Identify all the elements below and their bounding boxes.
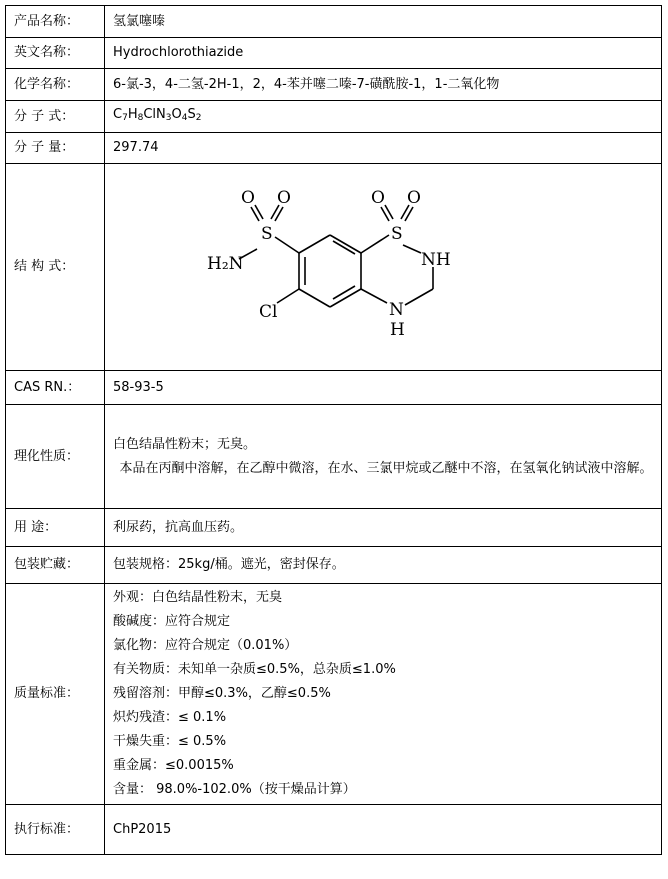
quality-line: 残留溶剂：甲醇≤0.3%，乙醇≤0.5% <box>113 686 331 701</box>
properties-label: 理化性质： <box>6 405 105 509</box>
chemical-name-value: 6-氯-3，4-二氢-2H-1，2，4-苯并噻二嗪-7-磺酰胺-1，1-二氧化物 <box>105 69 662 101</box>
row-packaging <box>6 547 662 584</box>
quality-line: 炽灼残渣：≤ 0.1% <box>113 710 227 725</box>
row-usage <box>6 509 662 547</box>
properties-line-1: 白色结晶性粉末；无臭。 <box>113 436 257 452</box>
quality-line: 重金属：≤0.0015% <box>113 758 234 773</box>
atom-o-3: O <box>371 188 385 208</box>
standard-value: ChP2015 <box>105 805 662 855</box>
atom-o-2: O <box>277 188 291 208</box>
formula-label: 分 子 式： <box>6 101 105 133</box>
quality-line: 酸碱度：应符合规定 <box>113 614 231 629</box>
row-quality <box>6 584 662 805</box>
properties-line-2: 本品在丙酮中溶解，在乙醇中微溶，在水、三氯甲烷或乙醚中不溶，在氢氧化钠试液中溶解。 <box>119 460 653 476</box>
atom-s-right: S <box>391 224 403 244</box>
quality-line: 氯化物：应符合规定（0.01%） <box>113 638 298 653</box>
mol-weight-label: 分 子 量： <box>6 133 105 164</box>
quality-line: 干燥失重：≤ 0.5% <box>113 734 227 749</box>
packaging-value: 包装规格：25kg/桶。遮光，密封保存。 <box>105 547 662 584</box>
usage-label: 用 途： <box>6 509 105 547</box>
quality-label: 质量标准： <box>6 584 105 805</box>
structure-label: 结 构 式： <box>6 164 105 371</box>
atom-o-1: O <box>241 188 255 208</box>
bond-lines <box>239 205 433 307</box>
mol-weight-value: 297.74 <box>105 133 662 164</box>
row-properties <box>6 405 662 509</box>
structure-cell <box>105 164 662 371</box>
atom-h2n: H₂N <box>207 254 244 274</box>
quality-line: 含量： 98.0%-102.0%（按干燥品计算） <box>113 782 356 797</box>
properties-value <box>105 405 662 509</box>
usage-value: 利尿药，抗高血压药。 <box>105 509 662 547</box>
chemical-name-label: 化学名称： <box>6 69 105 101</box>
structural-formula-diagram <box>163 177 503 357</box>
row-cas <box>6 371 662 405</box>
molecular-formula: $C_7H_8ClN_3O_4S_2$ <box>105 101 662 133</box>
atom-o-4: O <box>407 188 421 208</box>
cas-value: 58-93-5 <box>105 371 662 405</box>
product-name-value: 氢氯噻嗪 <box>105 6 662 38</box>
row-chemical-name <box>6 69 662 101</box>
atom-cl: Cl <box>259 302 278 322</box>
english-name-value: Hydrochlorothiazide <box>105 38 662 69</box>
product-name-label: 产品名称： <box>6 6 105 38</box>
atom-n: N <box>389 300 404 320</box>
atom-nh: NH <box>421 250 451 270</box>
atom-s-left: S <box>261 224 273 244</box>
row-formula <box>6 101 662 133</box>
row-mol-weight <box>6 133 662 164</box>
row-english-name <box>6 38 662 69</box>
cas-label: CAS RN.： <box>6 371 105 405</box>
row-standard <box>6 805 662 855</box>
standard-label: 执行标准： <box>6 805 105 855</box>
quality-value <box>105 584 662 805</box>
quality-line: 外观：白色结晶性粉末，无臭 <box>113 590 283 605</box>
row-structure <box>6 164 662 371</box>
packaging-label: 包装贮藏： <box>6 547 105 584</box>
atom-h: H <box>390 320 405 340</box>
quality-line: 有关物质：未知单一杂质≤0.5%，总杂质≤1.0% <box>113 662 396 677</box>
atom-labels <box>207 188 451 340</box>
product-spec-table <box>5 5 662 855</box>
english-name-label: 英文名称： <box>6 38 105 69</box>
row-product-name <box>6 6 662 38</box>
